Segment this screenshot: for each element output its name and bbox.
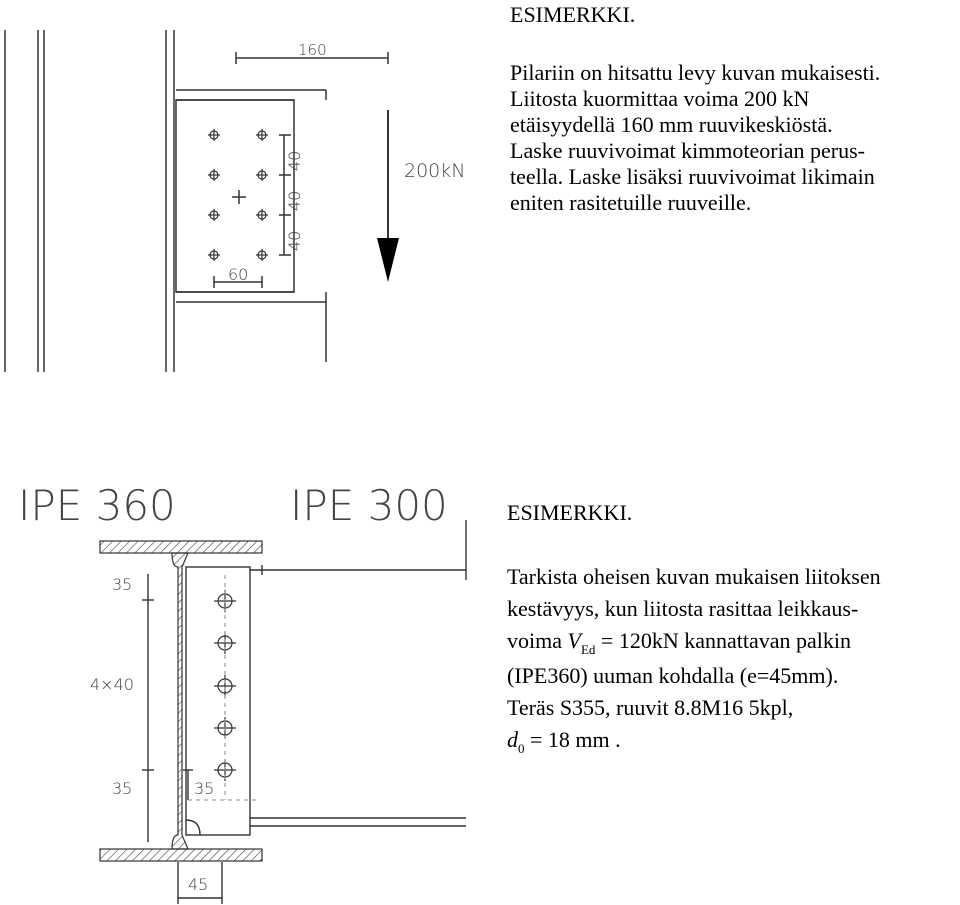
example1-line: teella. Laske lisäksi ruuvivoimat likimain bbox=[510, 164, 875, 189]
example2-line: (IPE360) uuman kohdalla (e=45mm). bbox=[507, 663, 839, 688]
dim-40-a: 40 bbox=[285, 150, 304, 171]
example2-line: Tarkista oheisen kuvan mukaisen liitoksen bbox=[507, 564, 881, 589]
dim-35-edge: 35 bbox=[194, 779, 215, 798]
example2-line: kestävyys, kun liitosta rasittaa leikkaus- bbox=[507, 596, 859, 621]
dim-60: 60 bbox=[228, 265, 249, 284]
load-arrow-head bbox=[377, 238, 399, 282]
example1-line: eniten rasitetuille ruuveille. bbox=[510, 190, 752, 215]
plate bbox=[176, 100, 294, 292]
example1-heading: ESIMERKKI. bbox=[510, 2, 636, 27]
hole-diameter-symbol: d bbox=[507, 727, 518, 752]
example1-line: Liitosta kuormittaa voima 200 kN bbox=[510, 86, 810, 111]
example1-line: etäisyydellä 160 mm ruuvikeskiöstä. bbox=[510, 112, 833, 137]
dim-160: 160 bbox=[298, 41, 327, 59]
dim-45: 45 bbox=[188, 875, 209, 894]
section-label-ipe300: IPE 300 bbox=[290, 481, 448, 530]
section-label-ipe360: IPE 360 bbox=[18, 481, 176, 530]
example2-text bbox=[507, 561, 959, 759]
example2-line: $d_0 = 18$ mm . bbox=[507, 727, 621, 756]
dim-35-top: 35 bbox=[112, 575, 133, 594]
example1-text bbox=[510, 60, 960, 216]
bottom-flange bbox=[100, 849, 262, 861]
top-flange bbox=[100, 541, 262, 553]
example1-line: Laske ruuvivoimat kimmoteorian perus- bbox=[510, 138, 865, 163]
dim-40-c: 40 bbox=[285, 230, 304, 251]
example2-line: Teräs S355, ruuvit 8.8M16 5kpl, bbox=[507, 695, 794, 720]
load-label: 200kN bbox=[404, 160, 466, 182]
dim-40-b: 40 bbox=[285, 190, 304, 211]
dim-35-bottom: 35 bbox=[112, 779, 133, 798]
example1-line: Pilariin on hitsattu levy kuvan mukaisesti. bbox=[510, 60, 881, 85]
example2-line: voima $V_{Ed} = 120kN$ kannattavan palkin bbox=[507, 628, 851, 657]
shear-force-symbol: V bbox=[567, 628, 581, 653]
dim-4x40: 4×40 bbox=[90, 675, 134, 694]
example2-heading: ESIMERKKI. bbox=[507, 500, 633, 525]
